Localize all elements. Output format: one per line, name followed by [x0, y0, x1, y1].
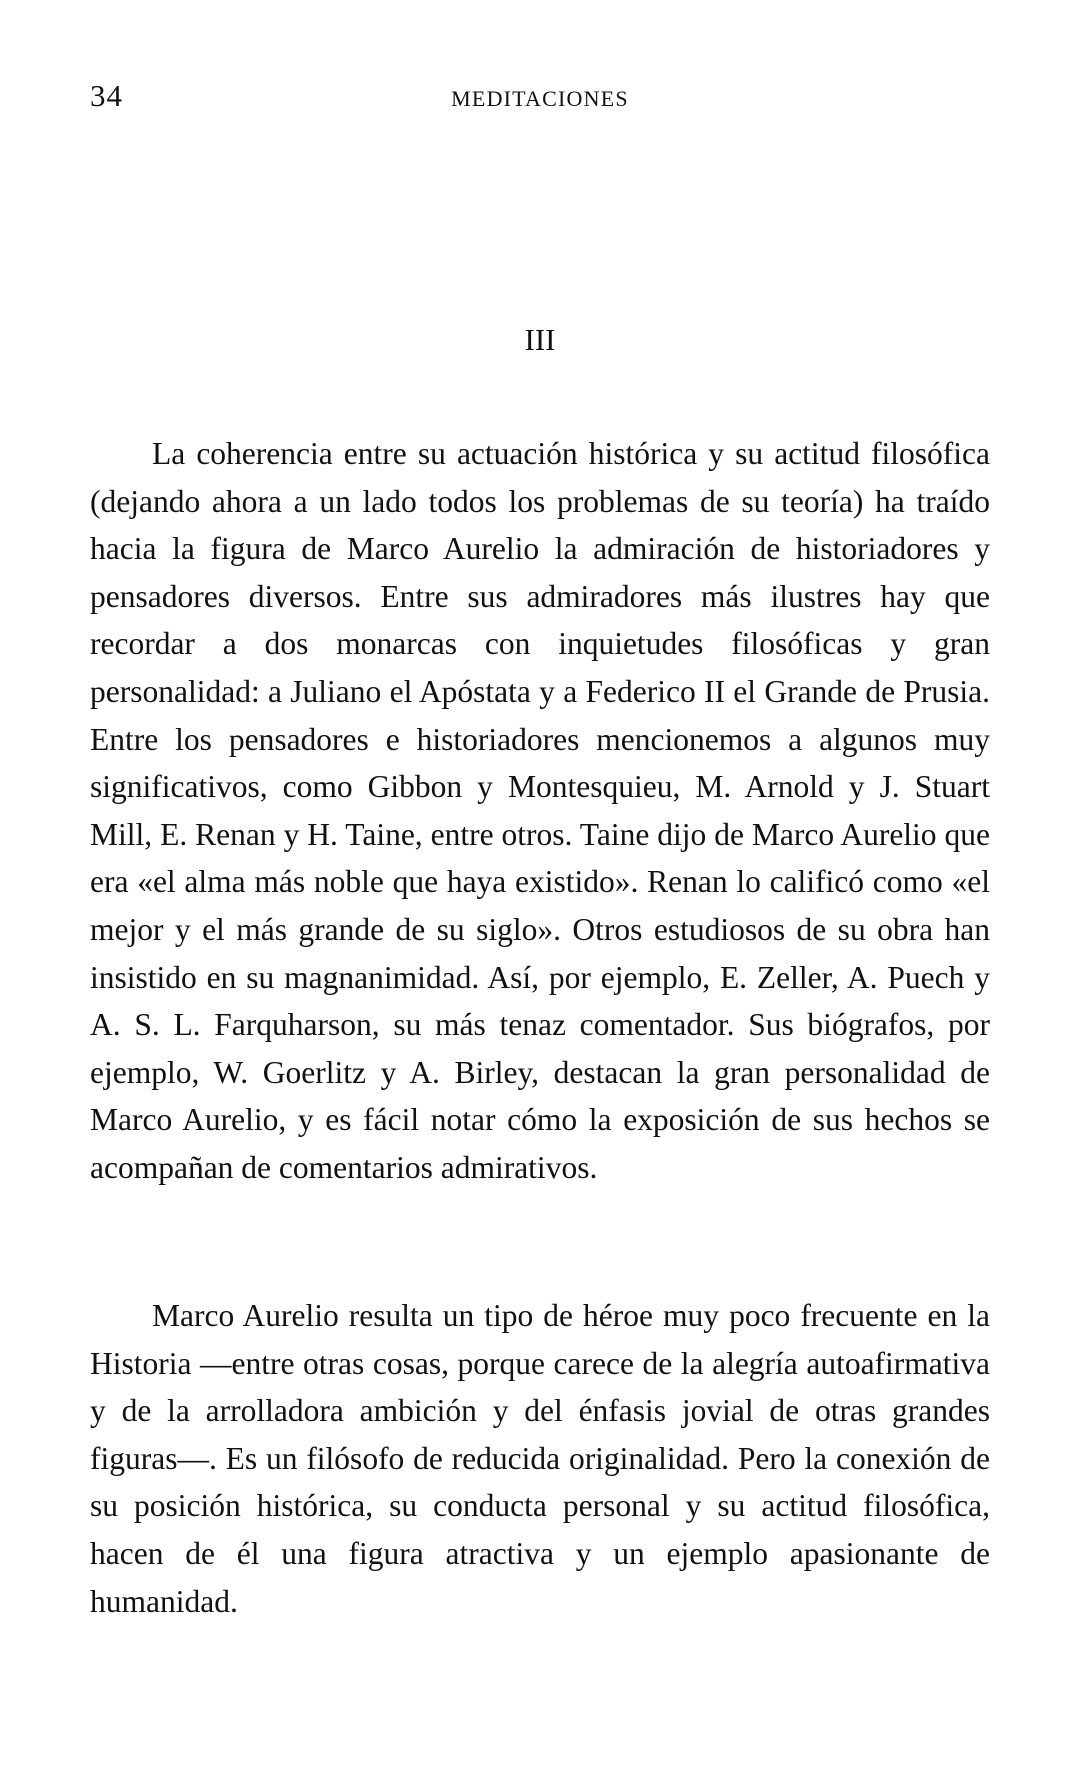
- body-paragraph-2: Marco Aurelio resulta un tipo de héroe muy poco frecuente en la Historia —entre otras cosas, porque carece de la alegría autoafirmativa y de la arrolladora ambición y del énfasis jovial de otras grandes figuras—. Es un filósofo de reducida originalidad. Pero la conexión de su posición histórica, su conducta personal y su actitud filosófica, hacen de él una figura atractiva y un ejemplo apasionante de humanidad.: [90, 1298, 990, 1619]
- page-number: 34: [90, 78, 123, 113]
- body-paragraph-1: La coherencia entre su actuación histórica y su actitud filosófica (dejando ahora a un lado todos los problemas de su teoría) ha traído hacia la figura de Marco Aurelio la admiración de historiadores y pensadores diversos. Entre sus admiradores más ilustres hay que recordar a dos monarcas con inquietudes filosóficas y gran personalidad: a Juliano el Apóstata y a Federico II el Grande de Prusia. Entre los pensadores e historiadores mencionemos a algunos muy significativos, como Gibbon y Montesquieu, M. Arnold y J. Stuart Mill, E. Renan y H. Taine, entre otros. Taine dijo de Marco Aurelio que era «el alma más noble que haya existido». Renan lo calificó como «el mejor y el más grande de su siglo». Otros estudiosos de su obra han insistido en su magnanimidad. Así, por ejemplo, E. Zeller, A. Puech y A. S. L. Farquharson, su más tenaz comentador. Sus biógrafos, por ejemplo, W. Goerlitz y A. Birley, destacan la gran personalidad de Marco Aurelio, y es fácil notar cómo la exposición de sus hechos se acompañan de comentarios admirativos.: [90, 436, 990, 1185]
- section-number: III: [524, 322, 556, 357]
- running-head: MEDITACIONES: [451, 86, 629, 111]
